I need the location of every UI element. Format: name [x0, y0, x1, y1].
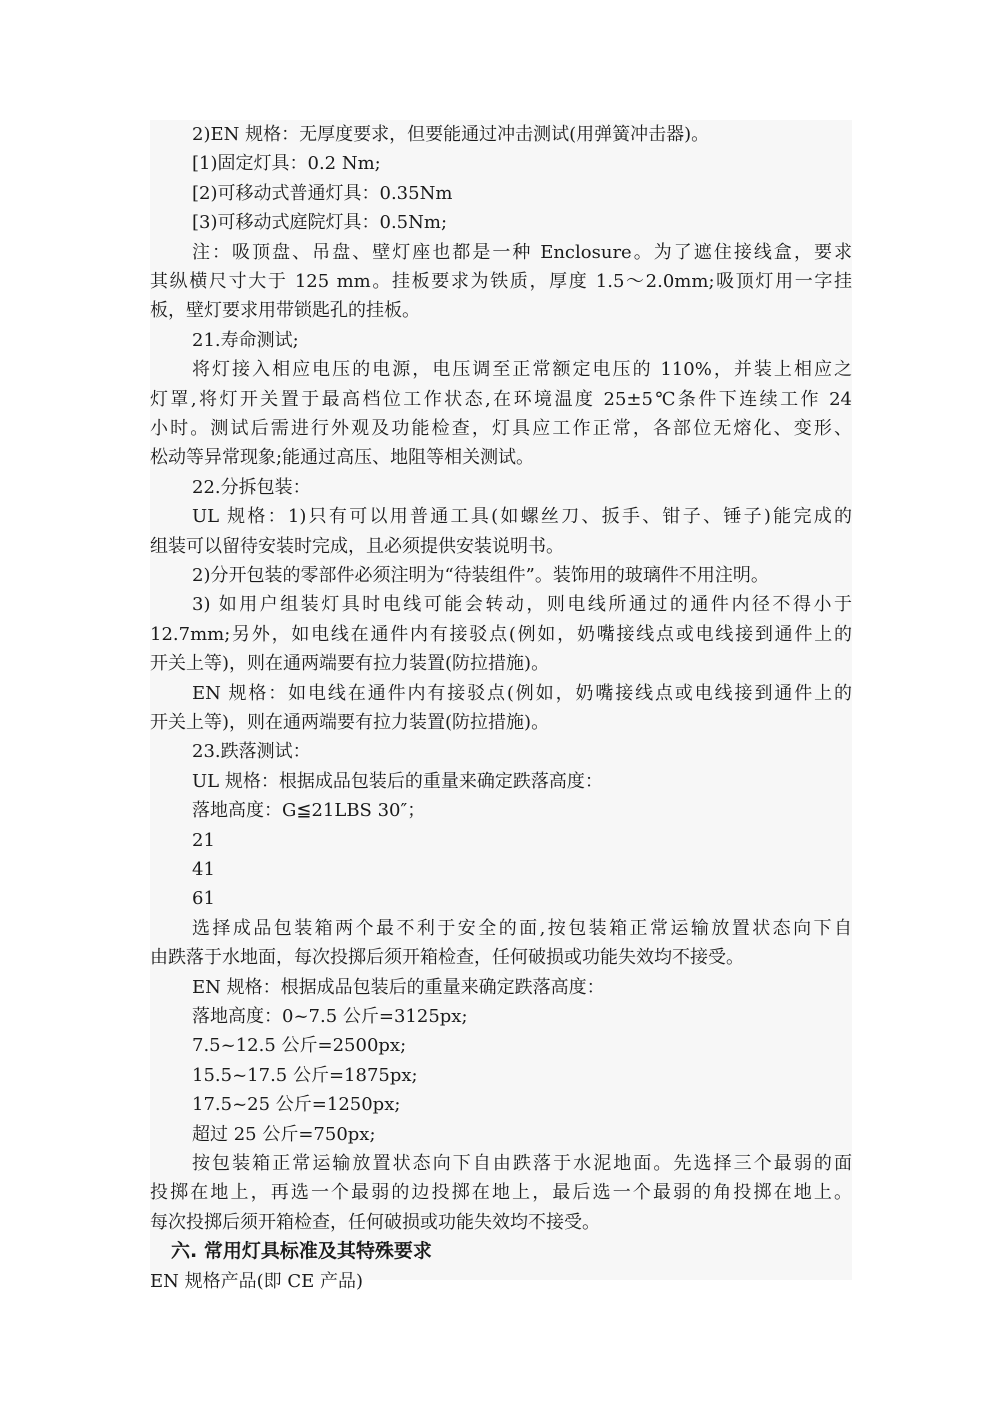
- section-title: 23.跌落测试：: [192, 741, 311, 763]
- section-title: 21.寿命测试;: [192, 329, 299, 351]
- text-line: 开关上等)，则在通两端要有拉力装置(防拉措施)。: [150, 712, 550, 733]
- section-heading: 六. 常用灯具标准及其特殊要求: [171, 1240, 432, 1263]
- text-line: 61: [192, 888, 215, 910]
- text-line: EN 规格：根据成品包装后的重量来确定跌落高度：: [192, 976, 605, 998]
- text-line: 将灯接入相应电压的电源，电压调至正常额定电压的 110%，并装上相应之: [192, 359, 852, 381]
- text-line: 灯罩,将灯开关置于最高档位工作状态,在环境温度 25±5℃条件下连续工作 24: [150, 388, 852, 410]
- text-line: 板，壁灯要求用带锁匙孔的挂板。: [150, 300, 420, 322]
- text-line: 小时。测试后需进行外观及功能检查，灯具应工作正常，各部位无熔化、变形、: [150, 418, 852, 439]
- text-line: 2)分开包装的零部件必须注明为“待装组件”。装饰用的玻璃件不用注明。: [192, 565, 769, 586]
- text-line: 其纵横尺寸大于 125 mm。挂板要求为铁质，厚度 1.5～2.0mm;吸顶灯用一字挂: [150, 271, 852, 292]
- text-line: 每次投掷后须开箱检查，任何破损或功能失效均不接受。: [150, 1211, 600, 1233]
- text-line: [1)固定灯具：0.2 Nm;: [192, 153, 381, 175]
- text-line: 由跌落于水地面，每次投掷后须开箱检查，任何破损或功能失效均不接受。: [150, 947, 744, 969]
- text-line: 41: [192, 859, 215, 880]
- text-line: 松动等异常现象;能通过高压、地阻等相关测试。: [150, 447, 535, 469]
- text-line: 超过 25 公斤=750px;: [192, 1123, 376, 1145]
- text-line: 落地高度：0~7.5 公斤=3125px;: [192, 1006, 468, 1027]
- text-line: 2)EN 规格：无厚度要求，但要能通过冲击测试(用弹簧冲击器)。: [192, 124, 710, 145]
- text-line: 落地高度：G≦21LBS 30″；: [192, 800, 426, 822]
- text-line: 7.5~12.5 公斤=2500px;: [192, 1035, 407, 1057]
- text-line: EN 规格：如电线在通件内有接驳点(例如，奶嘴接线点或电线接到通件上的: [192, 682, 852, 704]
- text-line: 3) 如用户组装灯具时电线可能会转动，则电线所通过的通件内径不得小于: [192, 594, 852, 616]
- text-line: 开关上等)，则在通两端要有拉力装置(防拉措施)。: [150, 653, 550, 675]
- text-line: 组装可以留待安装时完成，且必须提供安装说明书。: [150, 535, 564, 557]
- document-page: [150, 120, 852, 1292]
- text-line: UL 规格：根据成品包装后的重量来确定跌落高度：: [192, 770, 603, 792]
- text-line: [3)可移动式庭院灯具：0.5Nm;: [192, 212, 448, 234]
- text-line: 注：吸顶盘、吊盘、壁灯座也都是一种 Enclosure。为了遮住接线盒，要求: [192, 241, 852, 263]
- text-line: EN 规格产品(即 CE 产品): [150, 1270, 364, 1292]
- text-line: 21: [192, 829, 215, 851]
- section-title: 22.分拆包装：: [192, 476, 311, 498]
- text-line: [2)可移动式普通灯具：0.35Nm: [192, 182, 453, 204]
- text-line: 投掷在地上，再选一个最弱的边投掷在地上，最后选一个最弱的角投掷在地上。: [150, 1182, 852, 1204]
- text-line: 按包装箱正常运输放置状态向下自由跌落于水泥地面。先选择三个最弱的面: [192, 1153, 852, 1174]
- text-line: 选择成品包装箱两个最不利于安全的面,按包装箱正常运输放置状态向下自: [192, 917, 852, 939]
- text-line: 15.5~17.5 公斤=1875px;: [192, 1064, 418, 1086]
- text-line: UL 规格：1)只有可以用普通工具(如螺丝刀、扳手、钳子、锤子)能完成的: [192, 506, 852, 528]
- text-line: 17.5~25 公斤=1250px;: [192, 1094, 401, 1116]
- text-line: 12.7mm;另外，如电线在通件内有接驳点(例如，奶嘴接线点或电线接到通件上的: [150, 623, 852, 645]
